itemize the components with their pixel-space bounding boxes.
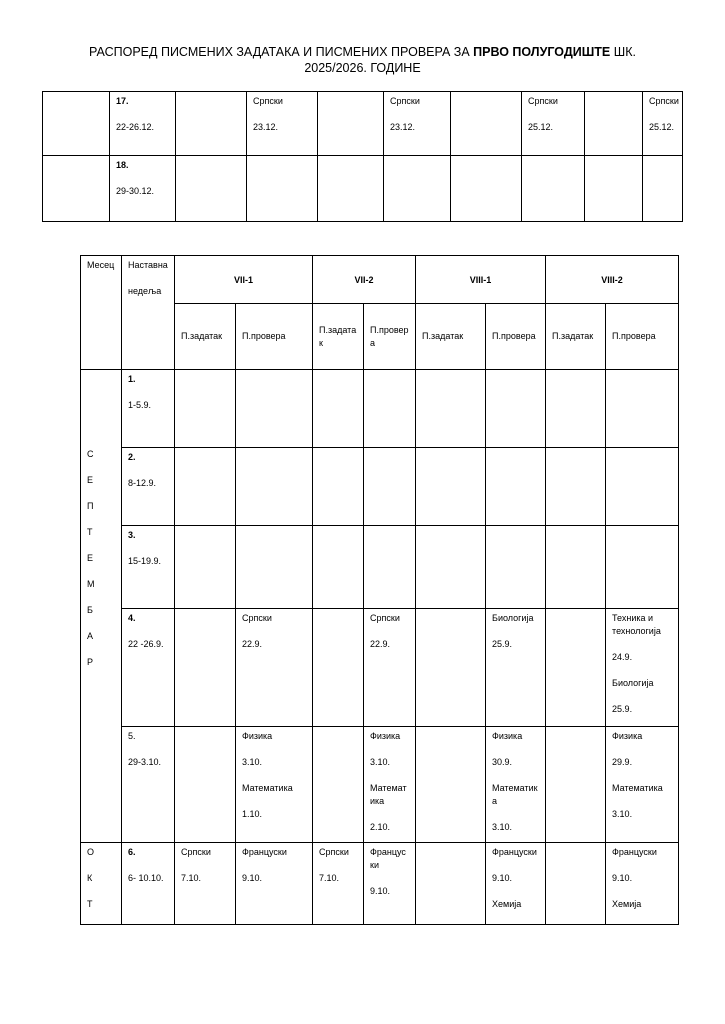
schedule-cell: [313, 843, 364, 925]
top-schedule-cell-line: Српски: [649, 96, 679, 106]
week-row: [81, 448, 679, 526]
schedule-cell: [236, 727, 313, 843]
schedule-cell: [416, 370, 486, 448]
schedule-cell: [175, 526, 236, 609]
schedule-cell-content: [606, 526, 678, 529]
week-row: [81, 526, 679, 609]
top-schedule-cell: [522, 156, 585, 222]
month-cell-october: [81, 843, 122, 925]
class-header-viii-1: VIII-1: [416, 256, 546, 304]
subheader-label: П.задатак: [181, 331, 223, 341]
month-letter: П: [87, 501, 94, 511]
schedule-cell-line: Техника и технологија: [612, 613, 661, 636]
schedule-cell-content: [606, 370, 678, 373]
month-letter: Б: [87, 605, 93, 615]
schedule-cell: [486, 843, 546, 925]
schedule-cell-line: 2.10.: [370, 822, 391, 832]
schedule-cell-content: [546, 526, 605, 529]
top-schedule-cell: [384, 92, 451, 156]
month-letter: О: [87, 847, 95, 857]
schedule-cell-content: [175, 370, 235, 373]
schedule-cell: [546, 370, 606, 448]
schedule-cell-content: [313, 609, 363, 612]
schedule-cell: [606, 727, 679, 843]
top-row-blank: [43, 156, 110, 222]
week-content: [122, 843, 174, 885]
header-row: [81, 256, 679, 304]
schedule-cell-content: [236, 370, 312, 373]
subheader-label: П.задата: [319, 324, 357, 335]
schedule-cell-line: Физика: [370, 731, 401, 741]
week-dates: 1-5.9.: [128, 400, 152, 410]
schedule-cell-content: [416, 448, 485, 451]
top-schedule-cell-content: [451, 156, 521, 159]
week-number: 1.: [128, 374, 136, 384]
schedule-cell-line: Биологија: [612, 678, 654, 688]
top-schedule-cell-content: [176, 156, 246, 159]
schedule-cell-line: Српски: [319, 847, 349, 857]
week-number: 4.: [128, 613, 136, 623]
week-number: 2.: [128, 452, 136, 462]
schedule-cell-line: 25.9.: [612, 704, 633, 714]
schedule-cell-content: [175, 448, 235, 451]
schedule-cell-content: [606, 843, 678, 911]
top-schedule-cell-content: [585, 92, 642, 95]
schedule-cell-content: [364, 609, 415, 651]
top-schedule-cell: [247, 156, 318, 222]
schedule-cell-content: [313, 370, 363, 373]
schedule-cell-line: 3.10.: [242, 757, 263, 767]
subheader-content: [546, 330, 605, 343]
schedule-cell-line: 7.10.: [181, 873, 202, 883]
week-row: [81, 843, 679, 925]
schedule-cell: [416, 727, 486, 843]
top-schedule-cell-content: [384, 92, 450, 134]
subheader-cell: [546, 304, 606, 370]
schedule-cell-content: [546, 843, 605, 846]
top-schedule-cell-line: 23.12.: [390, 122, 416, 132]
top-table-row: [43, 92, 683, 156]
top-row-blank: [43, 92, 110, 156]
schedule-cell: [364, 370, 416, 448]
schedule-cell: [606, 526, 679, 609]
schedule-cell: [364, 727, 416, 843]
schedule-cell: [416, 843, 486, 925]
subheader-label: П.задатак: [422, 331, 464, 341]
week-content: [122, 727, 174, 769]
subheader-content: [175, 330, 235, 343]
schedule-cell-content: [606, 609, 678, 716]
schedule-cell: [313, 370, 364, 448]
top-schedule-cell: [451, 156, 522, 222]
top-schedule-cell: [451, 92, 522, 156]
week-cell: [122, 843, 175, 925]
schedule-cell-line: 3.10.: [370, 757, 391, 767]
month-september-letters: [81, 370, 121, 669]
week-cell: [122, 526, 175, 609]
week-header-line1: Наставна: [128, 260, 168, 270]
schedule-cell-content: [486, 843, 545, 911]
schedule-cell-content: [236, 727, 312, 821]
schedule-cell-content: [364, 526, 415, 529]
top-schedule-cell-content: [318, 92, 383, 95]
schedule-cell-content: [364, 843, 415, 898]
subheader-label: П.провера: [242, 331, 286, 341]
schedule-cell-line: Француски: [242, 847, 287, 857]
month-october-letters: [81, 843, 121, 911]
schedule-cell-line: Францус ки: [370, 847, 406, 870]
schedule-cell: [236, 609, 313, 727]
schedule-cell-line: Француски: [492, 847, 537, 857]
top-schedule-cell: [318, 92, 384, 156]
top-schedule-cell-line: Српски: [528, 96, 558, 106]
schedule-cell: [236, 843, 313, 925]
schedule-cell-content: [416, 609, 485, 612]
week-row: [81, 609, 679, 727]
week-number: 6.: [128, 847, 136, 857]
schedule-cell-line: 9.10.: [242, 873, 263, 883]
top-schedule-cell-content: [247, 92, 317, 134]
top-schedule-table: [42, 91, 683, 222]
schedule-cell: [416, 609, 486, 727]
schedule-cell-content: [236, 843, 312, 885]
week-cell: [122, 448, 175, 526]
schedule-cell-line: 22.9.: [242, 639, 263, 649]
top-schedule-cell-content: [384, 156, 450, 159]
schedule-cell: [236, 370, 313, 448]
month-letter: Е: [87, 475, 94, 485]
schedule-cell-content: [546, 370, 605, 373]
subheader-cell: [364, 304, 416, 370]
schedule-cell-line: Српски: [181, 847, 211, 857]
week-dates: 29-30.12.: [116, 186, 155, 196]
schedule-cell-content: [546, 727, 605, 730]
top-schedule-cell-content: [318, 156, 383, 159]
schedule-cell: [416, 448, 486, 526]
title-text-1: РАСПОРЕД ПИСМЕНИХ ЗАДАТАКА И ПИСМЕНИХ ПРОВЕРА ЗА: [89, 45, 474, 59]
top-schedule-cell: [176, 92, 247, 156]
month-letter: Т: [87, 899, 93, 909]
schedule-cell: [236, 448, 313, 526]
schedule-cell-content: [416, 727, 485, 730]
title-text-line2: 2025/2026. ГОДИНЕ: [304, 61, 421, 75]
top-schedule-cell-line: Српски: [390, 96, 420, 106]
subheader-label: П.задатак: [552, 331, 594, 341]
schedule-cell-content: [236, 609, 312, 651]
schedule-cell-line: Математик а: [492, 783, 538, 806]
schedule-cell: [546, 609, 606, 727]
subheader-cell: [416, 304, 486, 370]
month-header: [81, 256, 122, 370]
week-content: [122, 448, 174, 490]
week-number: 17.: [116, 96, 129, 106]
subheader-content: [416, 330, 485, 343]
subheader-content: [606, 330, 678, 343]
top-schedule-cell-content: [176, 92, 246, 95]
schedule-cell-line: 3.10.: [492, 822, 513, 832]
schedule-cell: [364, 609, 416, 727]
week-content: [122, 370, 174, 412]
schedule-cell-line: 1.10.: [242, 809, 263, 819]
top-schedule-cell-content: [522, 92, 584, 134]
class-header-viii-2: VIII-2: [546, 256, 679, 304]
subheader-label: П.провера: [492, 331, 536, 341]
schedule-cell-line: 9.10.: [612, 873, 633, 883]
class-header-vii-1: VII-1: [175, 256, 313, 304]
schedule-cell: [313, 448, 364, 526]
schedule-cell-line: Физика: [242, 731, 273, 741]
schedule-cell: [546, 526, 606, 609]
month-letter: Р: [87, 657, 94, 667]
week-content: [122, 526, 174, 568]
schedule-cell-content: [313, 448, 363, 451]
week-dates: 15-19.9.: [128, 556, 162, 566]
month-letter: К: [87, 873, 93, 883]
top-schedule-cell-content: [247, 156, 317, 159]
schedule-cell: [486, 609, 546, 727]
schedule-cell: [313, 609, 364, 727]
schedule-cell: [546, 727, 606, 843]
schedule-cell-line: 22.9.: [370, 639, 391, 649]
schedule-cell: [236, 526, 313, 609]
schedule-cell-line: Хемија: [492, 899, 522, 909]
schedule-cell-content: [606, 448, 678, 451]
schedule-cell-line: 29.9.: [612, 757, 633, 767]
schedule-cell-content: [175, 609, 235, 612]
schedule-cell-line: 3.10.: [612, 809, 633, 819]
title-text-2: ШК.: [610, 45, 636, 59]
subheader-label: а: [370, 337, 376, 348]
schedule-cell-content: [546, 609, 605, 612]
week-header-line2: недеља: [128, 286, 162, 296]
top-schedule-cell: [643, 156, 683, 222]
top-schedule-cell: [318, 156, 384, 222]
subheader-content: [313, 324, 363, 350]
week-dates: 22 -26.9.: [128, 639, 164, 649]
week-dates: 8-12.9.: [128, 478, 157, 488]
week-dates: 29-3.10.: [128, 757, 162, 767]
schedule-cell-line: Биологија: [492, 613, 534, 623]
schedule-cell-line: 9.10.: [370, 886, 391, 896]
schedule-cell-content: [486, 609, 545, 651]
main-schedule-table: [80, 255, 679, 925]
week-header: [122, 256, 175, 370]
schedule-cell: [486, 526, 546, 609]
week-content: [122, 609, 174, 651]
subheader-cell: [175, 304, 236, 370]
schedule-cell-line: Француски: [612, 847, 657, 857]
week-row: [81, 370, 679, 448]
month-cell-september: [81, 370, 122, 843]
month-header-label: Месец: [87, 260, 115, 270]
top-schedule-cell-line: 25.12.: [649, 122, 675, 132]
top-schedule-cell: [585, 156, 643, 222]
top-week-cell: [110, 92, 176, 156]
week-number: 18.: [116, 160, 129, 170]
schedule-cell: [416, 526, 486, 609]
week-cell: [122, 727, 175, 843]
week-cell: [122, 609, 175, 727]
schedule-cell-line: 9.10.: [492, 873, 513, 883]
schedule-cell: [606, 609, 679, 727]
schedule-cell-content: [486, 727, 545, 834]
schedule-cell-line: Математика: [242, 783, 293, 793]
schedule-cell: [364, 448, 416, 526]
schedule-cell-content: [416, 370, 485, 373]
schedule-cell-line: Математика: [612, 783, 663, 793]
schedule-cell: [364, 843, 416, 925]
schedule-cell-line: 30.9.: [492, 757, 513, 767]
schedule-cell-content: [546, 448, 605, 451]
subheader-cell: [486, 304, 546, 370]
schedule-cell: [486, 370, 546, 448]
schedule-cell: [486, 727, 546, 843]
top-schedule-cell: [585, 92, 643, 156]
subheader-content: [236, 330, 312, 343]
schedule-cell: [175, 448, 236, 526]
top-schedule-cell-line: Српски: [253, 96, 283, 106]
schedule-cell: [606, 448, 679, 526]
top-week-cell: [110, 156, 176, 222]
schedule-cell-line: 7.10.: [319, 873, 340, 883]
top-table-row: [43, 156, 683, 222]
schedule-cell: [364, 526, 416, 609]
schedule-cell: [606, 370, 679, 448]
schedule-cell-line: Српски: [242, 613, 272, 623]
schedule-cell-content: [416, 526, 485, 529]
schedule-cell: [546, 843, 606, 925]
schedule-cell-content: [236, 448, 312, 451]
schedule-cell-content: [175, 727, 235, 730]
top-schedule-cell-content: [522, 156, 584, 159]
month-letter: А: [87, 631, 94, 641]
week-number: 5.: [128, 731, 136, 741]
schedule-cell: [486, 448, 546, 526]
schedule-cell: [175, 727, 236, 843]
class-header-vii-2: VII-2: [313, 256, 416, 304]
schedule-cell-content: [486, 370, 545, 373]
schedule-cell-line: 24.9.: [612, 652, 633, 662]
schedule-cell: [175, 843, 236, 925]
schedule-cell-line: 25.9.: [492, 639, 513, 649]
schedule-cell-content: [416, 843, 485, 846]
page-title: [0, 44, 725, 76]
top-schedule-cell: [643, 92, 683, 156]
top-week-content: [110, 92, 175, 134]
schedule-cell: [175, 370, 236, 448]
month-letter: Е: [87, 553, 94, 563]
top-schedule-cell-content: [643, 156, 682, 159]
top-schedule-cell-content: [451, 92, 521, 95]
subheader-label: П.провера: [612, 331, 656, 341]
schedule-cell: [606, 843, 679, 925]
schedule-cell: [175, 609, 236, 727]
week-row: [81, 727, 679, 843]
top-schedule-cell-content: [585, 156, 642, 159]
top-week-content: [110, 156, 175, 198]
schedule-cell-content: [364, 370, 415, 373]
month-letter: М: [87, 579, 95, 589]
subheader-content: [486, 330, 545, 343]
schedule-cell-line: Физика: [612, 731, 643, 741]
subheader-label: к: [319, 337, 323, 348]
subheader-label: П.провер: [370, 324, 409, 335]
schedule-cell-content: [313, 526, 363, 529]
schedule-cell: [313, 727, 364, 843]
schedule-cell-content: [313, 727, 363, 730]
schedule-cell-content: [236, 526, 312, 529]
week-dates: 6- 10.10.: [128, 873, 164, 883]
schedule-cell-content: [175, 526, 235, 529]
subheader-cell: [313, 304, 364, 370]
month-letter: С: [87, 449, 94, 459]
subheader-cell: [236, 304, 313, 370]
top-schedule-cell-content: [643, 92, 682, 134]
schedule-cell-content: [606, 727, 678, 821]
schedule-cell-content: [364, 448, 415, 451]
top-schedule-cell: [176, 156, 247, 222]
schedule-cell-line: Српски: [370, 613, 400, 623]
top-schedule-cell: [522, 92, 585, 156]
subheader-content: [364, 324, 415, 350]
week-number: 3.: [128, 530, 136, 540]
schedule-cell-content: [486, 526, 545, 529]
schedule-cell-content: [313, 843, 363, 885]
week-dates: 22-26.12.: [116, 122, 155, 132]
top-schedule-cell: [247, 92, 318, 156]
schedule-cell-content: [364, 727, 415, 834]
schedule-cell-content: [486, 448, 545, 451]
title-text-bold: ПРВО ПОЛУГОДИШТЕ: [473, 45, 611, 59]
schedule-cell-line: Математ ика: [370, 783, 407, 806]
schedule-cell-line: Физика: [492, 731, 523, 741]
top-schedule-cell-line: 25.12.: [528, 122, 554, 132]
schedule-cell-line: Хемија: [612, 899, 642, 909]
month-letter: Т: [87, 527, 93, 537]
week-cell: [122, 370, 175, 448]
top-schedule-cell: [384, 156, 451, 222]
schedule-cell: [313, 526, 364, 609]
top-schedule-cell-line: 23.12.: [253, 122, 279, 132]
schedule-cell-content: [175, 843, 235, 885]
schedule-cell: [546, 448, 606, 526]
subheader-cell: [606, 304, 679, 370]
